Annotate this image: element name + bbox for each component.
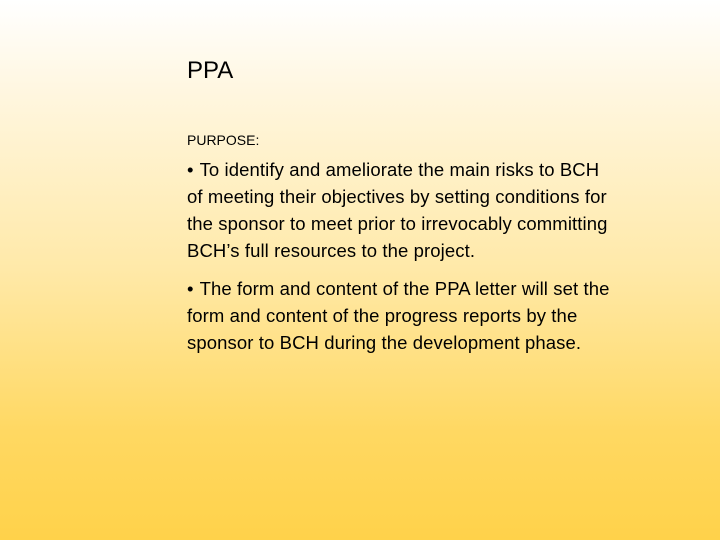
bullet-paragraph-2 bbox=[187, 275, 617, 356]
bullet-icon: • bbox=[187, 159, 194, 180]
bullet-text-2: The form and content of the PPA letter will set the form and content of the progress reports by the sponsor to BCH during the development phase. bbox=[187, 278, 610, 353]
purpose-heading: PURPOSE: bbox=[187, 132, 260, 148]
bullet-text-1: To identify and ameliorate the main risks to BCH of meeting their objectives by setting conditions for the sponsor to meet prior to irrevocably committing BCH’s full resources to the project. bbox=[187, 159, 608, 261]
bullet-paragraph-1 bbox=[187, 156, 617, 264]
slide-body bbox=[187, 156, 617, 367]
bullet-icon: • bbox=[187, 278, 194, 299]
slide-title: PPA bbox=[187, 57, 234, 84]
